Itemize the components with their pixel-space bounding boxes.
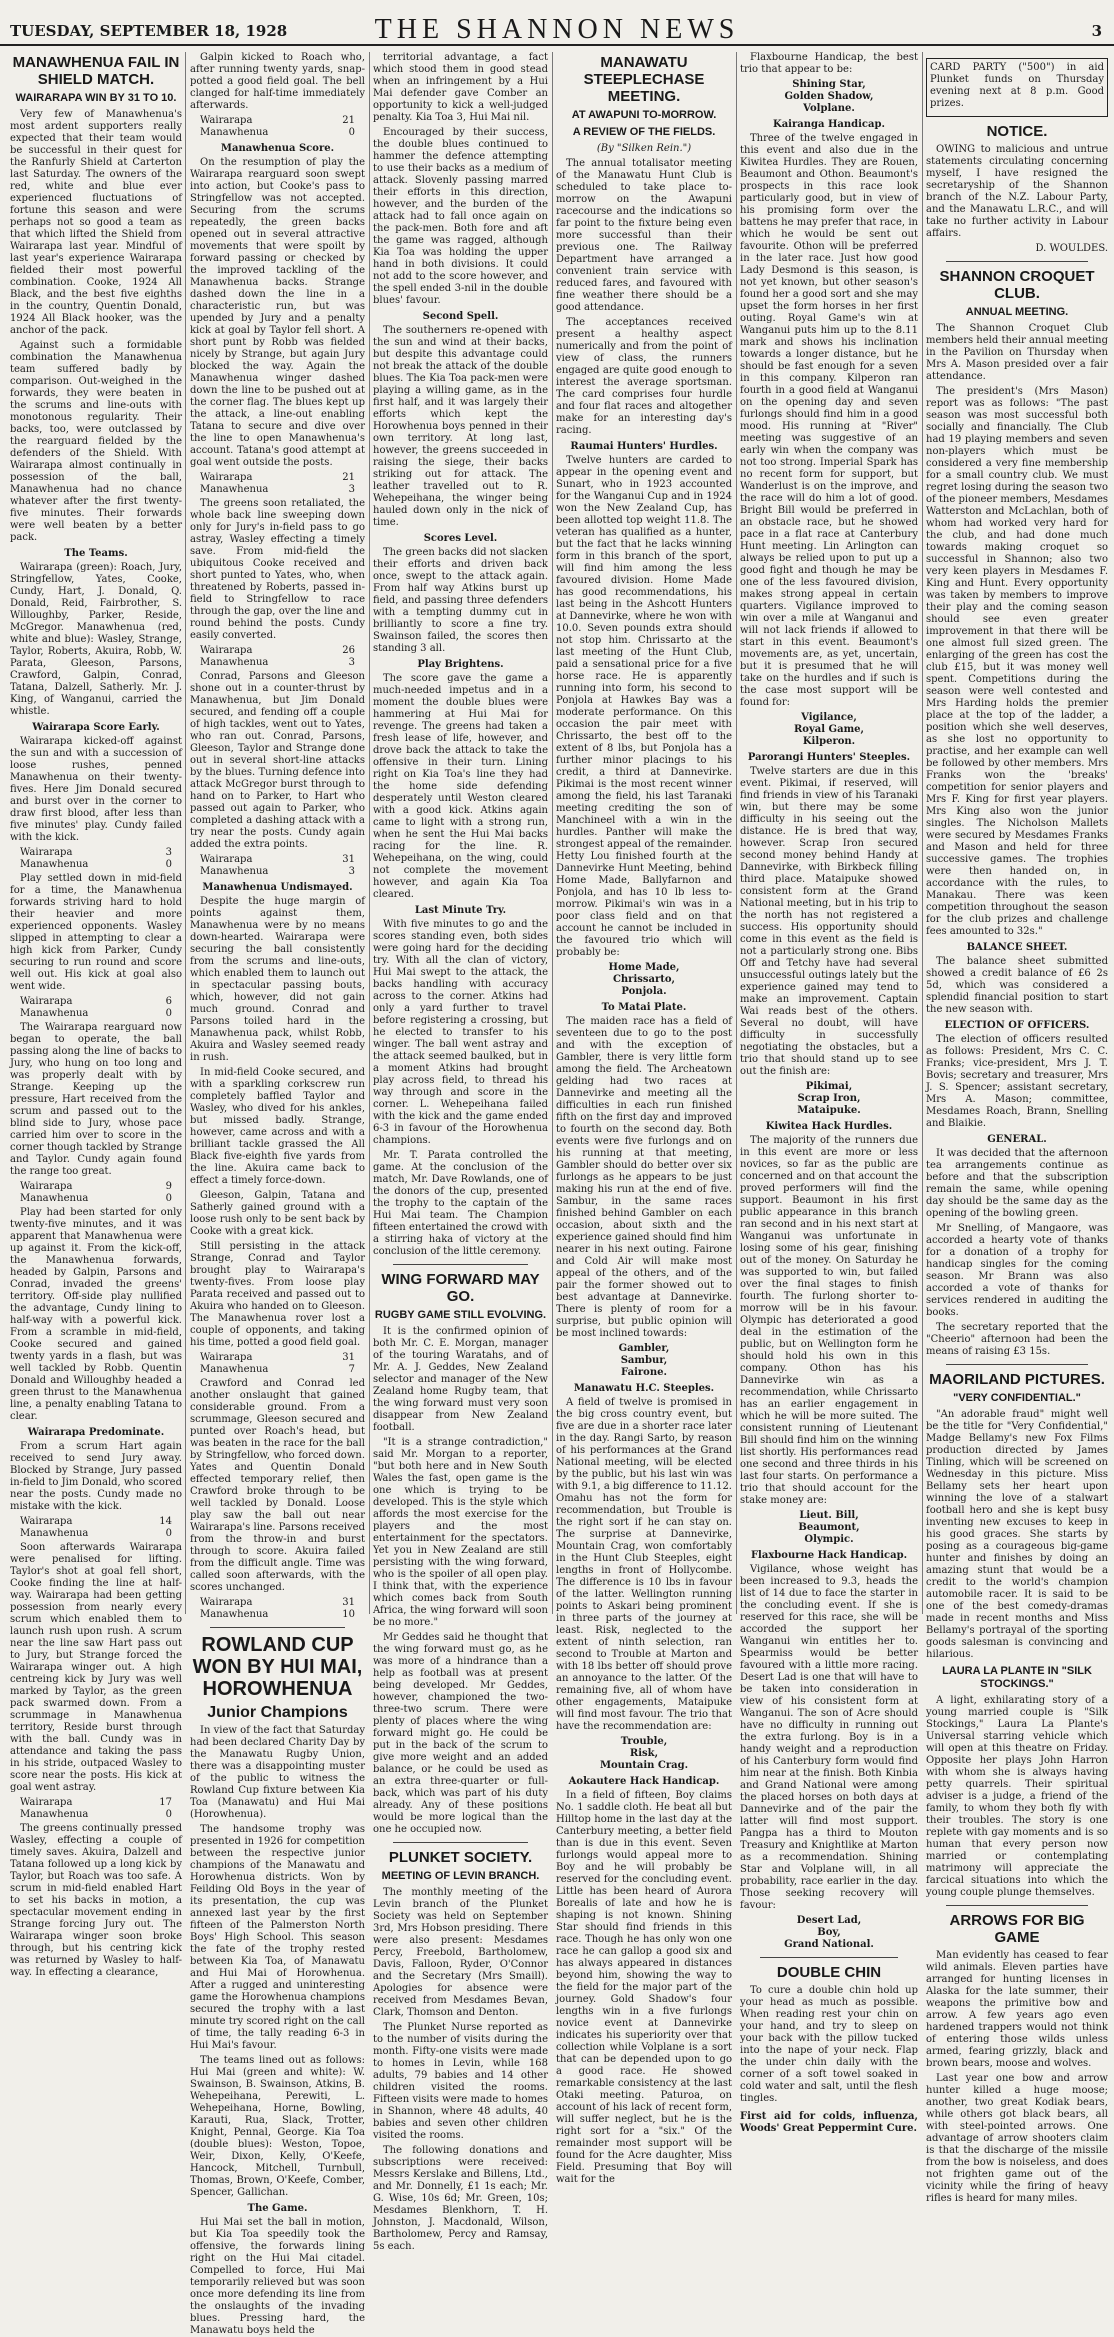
divider <box>760 1957 898 1958</box>
paragraph: territorial advantage, a fact which stood them in good stead when an infringement by a Hui Mai defender gave Comber an opportunity to kick a well-judged penalty. Kia Toa 3, Hui Mai nil. <box>373 52 548 123</box>
notice-heading: NOTICE. <box>986 123 1048 140</box>
score-line: Wairarapa 31 Manawhenua 10 <box>200 1597 355 1620</box>
article-subhead: LAURA LA PLANTE IN "SILK STOCKINGS." <box>942 1665 1092 1690</box>
paragraph: OWING to malicious and untrue statements circulating concerning myself, I have resigned the secretaryship of the Shannon branch of the N.Z. Labour Party, and the Manawatu L.R.C., and will take no further activity in Labour affairs. <box>926 144 1108 239</box>
paragraph: A light, exhilarating story of a young married couple is "Silk Stockings," Laura La Plante's Universal starring vehicle which will open at this theatre on Friday. Opposite her plays John Harron with whom she is always having petty quarrels. Their spiritual adviser is a judge, a friend of the family, to whom they both fly with their troubles. The story is one replete with gay moments and is so human that every person now married or contemplating matrimony will appreciate the farcical situations into which the young couple plunge themselves. <box>926 1695 1108 1898</box>
selections: Trouble, Risk, Mountain Crag. <box>599 1736 689 1771</box>
paragraph: The southerners re-opened with the sun and wind at their backs, but despite this advantage could not break the attack of the double blues. The Kia Toa pack-men were playing a willing game, as in the first half, and it was largely their efforts which kept the Horowhenua boys penned in their own territory. At long last, however, the greens succeeded in raising the siege, their backs striking out for attack. The leather travelled out to R. Wehepeihana, the winger being hauled down only in the nick of time. <box>373 325 548 528</box>
section-heading: Wairarapa Score Early. <box>32 722 160 733</box>
paragraph: Mr Geddes said he thought that the wing forward must go, as he was more of a hindrance than a help as football was at present being developed. Mr Geddes, however, championed the two-three-two scrum. There were plenty of places where the wing forward might go. He could be put in the back of the scrum to give more weight and an added balance, or he could be used as an extra three-quarter or full-back, which was part of his duty already. Any of these positions would be more logical than the one he occupied now. <box>373 1632 548 1835</box>
column-1 <box>10 52 182 1978</box>
selections: Home Made, Chrissarto, Ponjola. <box>608 962 680 997</box>
article-headline: ARROWS FOR BIG GAME <box>949 1912 1085 1946</box>
section-heading: Manawhenua Score. <box>220 143 335 154</box>
divider <box>393 1264 528 1265</box>
section-heading: Manawatu H.C. Steeples. <box>573 1383 715 1394</box>
divider <box>210 1627 345 1628</box>
score-line: Wairarapa 21 Manawhenua 3 <box>200 472 355 495</box>
paragraph: The balance sheet submitted showed a credit balance of £6 2s 5d, which was considered a splendid financial position to start the new season with. <box>926 956 1108 1015</box>
column-rule <box>185 52 186 1614</box>
paragraph: With five minutes to go and the scores standing even, both sides were going hard for the deciding try. With all the clan of victory, Hui Mai swept to the attack, the backs handling with accuracy across to the corner. Atkins had only a yard further to travel before registering a crossing, but he elected to transfer to his winger. The ball went astray and the attack seemed baulked, but in a moment Atkins had brought play across field, to thread his way through and score in the corner. L. Wehepeihana failed with the kick and the game ended 6-3 in favour of the Horowhenua champions. <box>373 919 548 1146</box>
paragraph: The election of officers resulted as follows: President, Mrs C. C. Franks; vice-president, Mrs J. T. Bovis; secretary and treasurer, Mrs J. S. Spencer; assistant secretary, Mrs A. Mason; committee, Mesdames Roach, Brann, Snelling and Blaikie. <box>926 1034 1108 1129</box>
paragraph: The acceptances received present a healthy aspect numerically and from the point of view of class, the runners engaged are quite good enough to interest the average sportsman. The card comprises four hurdle and four flat races and altogether make for an interesting day's racing. <box>556 317 732 436</box>
section-heading: The Game. <box>247 2203 308 2214</box>
paragraph: Wairarapa (green): Roach, Jury, Stringfellow, Yates, Cooke, Cundy, Hart, J. Donald, Q. Donald, Reid, Fairbrother, S. Willoughby, Parker, Reside, McGregor. Manawhenua (red, white and blue): Wasley, Strange, Taylor, Roberts, Akuira, Robb, W. Parata, Gleeson, Parsons, Crawford, Galpin, Conrad, Tatana, Dalzell, Satherly. Mr. J. King, of Wanganui, carried the whistle. <box>10 562 182 717</box>
paragraph: The secretary reported that the "Cheerio" afternoon had been the means of raising £3 15s. <box>926 1322 1108 1357</box>
paragraph: On the resumption of play the Wairarapa rearguard soon swept into action, but Cooke's pass to Stringfellow was not accepted. Securing from the scrums repeatedly, the green backs opened out in several attractive movements that were spoilt by forward passing or checked by the improved tackling of the Manawhenua backs. Strange dashed down the line in a characteristic run, but was upended by Jury and a penalty kick at goal by Taylor fell short. A short punt by Robb was fielded nicely by Strange, but again Jury blocked the way. Again the Manawhenua winger dashed down the line to be pushed out at the corner flag. The blues kept up the attack, a line-out enabling Tatana to secure and dive over the line to open Manawhenua's account. Tatana's good attempt at goal went outside the posts. <box>190 157 365 468</box>
section-heading: Flaxbourne Hack Handicap. <box>750 1550 908 1561</box>
selections: Lieut. Bill, Beaumont, Olympic. <box>798 1510 860 1545</box>
column-rule <box>552 52 553 1614</box>
section-heading: Aokautere Hack Handicap. <box>568 1776 720 1787</box>
section-heading: Wairarapa Predominate. <box>27 1427 165 1438</box>
paragraph: "An adorable fraud" might well be the title for "Very Confidential," Madge Bellamy's new Fox Films production directed by James Tinling, which will be screened on Wednesday in this picture. Miss Bellamy sets her heart upon winning the love of a stalwart football hero and she is kept busy inventing new excuses to keep in his good graces. She starts by posing as a courageous big-game hunter and finishes by doing an amazing stunt that would be a credit to the world's champion automobile racer. It is said to be one of the best comedy-dramas made in recent months and Miss Bellamy's portrayal of the sporting goods salesman is convincing and hilarious. <box>926 1409 1108 1660</box>
article-subhead: AT AWAPUNI TO-MORROW. <box>571 109 717 121</box>
section-heading: GENERAL. <box>987 1134 1047 1145</box>
paragraph: Against such a formidable combination the Manawhenua team suffered badly by comparison. Out-weighed in the forwards, they were beaten in the scrums and line-outs with monotonous regularity. Their backs, too, were outclassed by the rearguard fielded by the defenders of the Shield. With Wairarapa almost continually in possession of the ball, Manawhenua had no chance whatever after the first twenty-five minutes. Their forwards were well beaten by a better pack. <box>10 340 182 543</box>
selections: Gambler, Sambur, Fairone. <box>618 1343 670 1378</box>
selections: Shining Star, Golden Shadow, Volplane. <box>784 79 874 114</box>
paragraph: Hui Mai set the ball in motion, but Kia Toa speedily took the offensive, the forwards lining right on the Hui Mai citadel. Compelled to force, Hui Mai temporarily relieved but was soon once more defending its line from the onslaughts of the invading blues. Pressing hard, the Manawatu boys held the <box>190 2217 365 2336</box>
paragraph: Soon afterwards Wairarapa were penalised for lifting. Taylor's shot at goal fell short, Cooke finding the line at half-way. Wairarapa had been getting possession from nearly every scrum which enabled them to launch rush upon rush. A scrum near the line saw Hart pass out to Jury, but Strange forced the Wairarapa winger out. A high centreing kick by Jury was well marked by Taylor, as the green pack swarmed down. From a scrummage in Manawhenua territory, Reside burst through with the ball. Cundy was in attendance and taking the pass in his stride, outpaced Wasley to score near the posts. His kick at goal went astray. <box>10 1542 182 1793</box>
article-subhead: A REVIEW OF THE FIELDS. <box>572 126 716 138</box>
newspaper-title: THE SHANNON NEWS <box>374 14 740 45</box>
column-3 <box>373 52 548 2252</box>
paragraph: In view of the fact that Saturday had been declared Charity Day by the Manawatu Rugby Union, there was a disappointing muster of the public to witness the Rowland Cup fixture between Kia Toa (Manawatu) and Hui Mai (Horowhenua). <box>190 1725 365 1820</box>
paragraph: In mid-field Cooke secured, and with a sparkling corkscrew run completely baffled Taylor and Wasley, who dived for his ankles, but missed badly. Strange, however, came across and with a brilliant tackle grassed the All Black five-eighth five yards from the line. Akuira came back to effect a timely force-down. <box>190 1067 365 1186</box>
signature: D. WOULDES. <box>1035 243 1108 254</box>
paragraph: Play settled down in mid-field for a time, the Manawhenua forwards striving hard to hold their heavier and more experienced opponents. Wasley slipped in attempting to clear a high kick from Parker, Cundy securing to run round and score well out. His kick at goal also went wide. <box>10 873 182 992</box>
article-subhead: WAIRARAPA WIN BY 31 TO 10. <box>15 92 177 104</box>
article-subhead: Junior Champions <box>207 1704 348 1721</box>
paragraph: From a scrum Hart again received to send Jury away. Blocked by Strange, Jury passed in-field to Jim Donald, who scored near the posts. Cundy made no mistake with the kick. <box>10 1441 182 1512</box>
paragraph: Mr. T. Parata controlled the game. At the conclusion of the match, Mr. Dave Rowlands, one of the donors of the cup, presented the trophy to the captain of the Hui Mai team. The Champion fifteen entertained the crowd with a stirring haka of victory at the conclusion of the little ceremony. <box>373 1150 548 1257</box>
paragraph: Last year one bow and arrow hunter killed a huge moose; another, two great Kodiak bears, while others got black bears, all with steel-pointed arrows. One advantage of arrow shooters claim is that the discharge of the missile from the bow is noiseless, and does not frighten game out of the vicinity while the firing of heavy rifles is heard for many miles. <box>926 2073 1108 2204</box>
paragraph: Very few of Manawhenua's most ardent supporters really expected that their team would be successful in their quest for the Ranfurly Shield at Carterton last Saturday. The owners of the red, white and blue ever experienced fluctuations of fortune this season and were perhaps not so good a team as that which lifted the Shield from Wairarapa last year. Mindful of last year's experience Wairarapa fielded their most powerful combination. Cooke, 1924 All Black, and the best five eighths in the country, Quentin Donald, 1924 All Black hooker, was the anchor of the pack. <box>10 109 182 336</box>
paragraph: Despite the huge margin of points against them, Manawhenua were by no means down-hearted. Wairarapa were securing the ball consistently from the scrums and line-outs, which enabled them to launch out in spectacular passing bouts, which, however, did not gain much ground. Conrad and Parsons toiled hard in the Manawhenua pack, whilst Robb, Akuira and Wasley seemed ready in rush. <box>190 896 365 1063</box>
column-rule <box>922 52 923 1614</box>
paragraph: Still persisting in the attack Strange, Conrad and Taylor brought play to Wairarapa's twenty-fives. From loose play Parata received and passed out to Akuira who handed on to Gleeson. The Manawhenua rover lost a couple of opponents, and taking his time, potted a good field goal. <box>190 1241 365 1348</box>
column-5 <box>740 52 918 2134</box>
section-heading: Raumai Hunters' Hurdles. <box>570 441 718 452</box>
article-headline: PLUNKET SOCIETY. <box>388 1849 533 1866</box>
score-line: Wairarapa 26 Manawhenua 3 <box>200 645 355 668</box>
column-6 <box>926 52 1108 2204</box>
ad-text: CARD PARTY ("500") in aid Plunket funds on Thursday evening next at 8 p.m. Good prizes. <box>930 62 1104 109</box>
section-heading: Last Minute Try. <box>414 905 507 916</box>
article-subhead: MEETING OF LEVIN BRANCH. <box>381 1870 540 1882</box>
selections: Vigilance, Royal Game, Kilperon. <box>794 712 864 747</box>
score-line: Wairarapa 3 Manawhenua 0 <box>20 847 172 870</box>
article-headline: MANAWATU STEEPLECHASE MEETING. <box>583 54 705 105</box>
byline: (By "Silken Rein.") <box>596 143 692 154</box>
article-subhead: RUGBY GAME STILL EVOLVING. <box>374 1309 547 1321</box>
paragraph: The green backs did not slacken their efforts and driven back once, swept to the attack again. From half way Atkins burst up field, and passing three defenders with a tempting dummy cut in brilliantly to score a fine try. Swainson failed, the scores then standing 3 all. <box>373 547 548 654</box>
section-heading: BALANCE SHEET. <box>966 942 1068 953</box>
article-headline: ROWLAND CUP WON BY HUI MAI, HOROWHENUA <box>192 1634 363 1700</box>
paragraph: To cure a double chin hold up your head as much as possible. When reading rest your chin on your hand, and try to sleep on your back with the pillow tucked into the nape of your neck. Flap the under chin daily with the corner of a soft towel soaked in cold water and salt, until the flesh tingles. <box>740 1985 918 2104</box>
paragraph: Three of the twelve engaged in this event and also due in the Kiwitea Hurdles. They are Rouen, Beaumont and Othon. Beaumont's prospects in this race look particularly good, but in view of his promising form over the battens he may prefer that race, in which he would be sent out favourite. Othon will be preferred in the later race. Just how good Lady Desmond is this season, is not yet known, but other season's found her a good sort and she may upset the form horses in her first outing. Royal Game's win at Wanganui puts him up to the 8.11 mark and shows his inclination towards a longer distance, but he should be fast enough for a seven in this company. Kilperon ran fourth in a good field at Wanganui on the opening day and seven furlongs should find him in a good mood. His running at "River" meeting was suggestive of an early win when the company was not too strong. Imperial Spark has no recent form for support, but Wanderlust is on the improve, and the race will do him a lot of good. Bright Bill would be preferred in an obstacle race, but he showed pace in a flat race at Canterbury Hunt meeting. Lin Arlington can always be relied upon to put up a good fight and though he may be one of the less favoured division, makes strong appeal in certain quarters. Vigilance improved to win over a mile at Wanganui and will not lack friends if allowed to start in this event. Beaumont's movements are, as yet, uncertain, but it is presumed that he will take on the hurdles and if such is the case most support will be found for: <box>740 133 918 708</box>
paragraph: Conrad, Parsons and Gleeson shone out in a counter-thrust by Manawhenua, but Jim Donald secured, and fending off a couple of high tackles, went out to Yates, who ran out. Conrad, Parsons, Gleeson, Taylor and Strange done out in several short-line attacks by the blues. Turning defence into attack McGregor burst through to hand on to Parker, to Hart who passed out again to Parker, who completed a dashing attack with a try near the posts. Cundy again added the extra points. <box>190 671 365 850</box>
score-line: Wairarapa 21 Manawhenua 0 <box>200 115 355 138</box>
column-4 <box>556 52 732 2185</box>
paragraph: The teams lined out as follows: Hui Mai (green and white): W. Swainson, B. Swainson, Atkins, B. Wehepeihana, Perewiti, L. Wehepeihana, Horne, Bowling, Karauti, Rua, Slack, Trotter, Knight, Pennal, George. Kia Toa (double blues): Weston, Topoe, Weir, Dixon, Kelly, O'Keefe, Hancock, Mitchell, Turnbull, Thomas, Brown, O'Keefe, Comber, Spencer, Gallichan. <box>190 2055 365 2198</box>
article-subhead: "VERY CONFIDENTIAL." <box>953 1392 1081 1404</box>
paragraph: Play had been started for only twenty-five minutes, and it was apparent that Manawhenua were up against it. From the kick-off, the Manawhenua forwards, headed by Galpin, Parsons and Conrad, invaded the greens' territory. Off-side play nullified the advantage, Cundy lining to half-way with a powerful kick. From a scramble in mid-field, Cooke secured and gained twenty yards in a flash, but was well tackled by Robb. Quentin Donald and Willoughby headed a green thrust to the Manawhenua line, a penalty enabling Tatana to clear. <box>10 1207 182 1422</box>
paragraph: The score gave the game a much-needed impetus and in a moment the double blues were hammering at Hui Mai for revenge. The greens had taken a fresh lease of life, however, and drove back the attack to take the offensive in their turn. Lining right on Kia Toa's line they had the home side defending desperately until Weston cleared with a good kick. Atkins again came to light with a strong run, when he sent the Hui Mai backs racing for the line. R. Wehepeihana, on the wing, could not complete the movement however, and again Kia Toa cleared. <box>373 673 548 900</box>
article-headline: MAORILAND PICTURES. <box>929 1371 1105 1388</box>
score-line: Wairarapa 31 Manawhenua 7 <box>200 1352 355 1375</box>
column-rule <box>736 52 737 1614</box>
column-2 <box>190 52 365 2336</box>
selections: Desert Lad, Boy, Grand National. <box>784 1915 874 1950</box>
article-headline: MANAWHENUA FAIL IN SHIELD MATCH. <box>12 54 180 88</box>
paragraph: It was decided that the afternoon tea arrangements continue as before and that the subscription remain the same, while opening day should be the same day as the opening of the bowling green. <box>926 1148 1108 1219</box>
article-headline: WING FORWARD MAY GO. <box>381 1271 540 1305</box>
score-line: Wairarapa 6 Manawhenua 0 <box>20 996 172 1019</box>
column-rule <box>369 52 370 1614</box>
article-headline: SHANNON CROQUET CLUB. <box>939 268 1095 302</box>
advertisement: First aid for colds, influenza, Woods' Great Peppermint Cure. <box>740 2111 918 2134</box>
section-heading: The Teams. <box>64 548 128 559</box>
paragraph: It is the confirmed opinion of both Mr. C. E. Morgan, manager of the touring Waratahs, and of Mr. A. J. Geddes, New Zealand selector and manager of the New Zealand home Rugby team, that the wing forward must very soon disappear from New Zealand football. <box>373 1326 548 1433</box>
section-heading: Manawhenua Undismayed. <box>202 882 353 893</box>
article-subhead: ANNUAL MEETING. <box>965 306 1069 318</box>
paragraph: The maiden race has a field of seventeen due to go to the post and with the exception of Gambler, there is very little form among the field. The Archeatown gelding had two races at Dannevirke and meeting all the difficulties in each run finished fifth on the first day and improved to fourth on the second day. Both events were five furlongs and on his running at that meeting, Gambler should do better over six furlongs as he appears to be just making his run at the end of five. Sambur, in the same races finished behind Gambler on each occasion, about sixth and the experience gained should find him nearer in his next outing. Fairone and Cold Air will make most appeal of the others, and of the pair the former showed out to best advantage at Dannevirke. There is plenty of room for a surprise, but public opinion will be most inclined towards: <box>556 1016 732 1339</box>
divider <box>946 1905 1088 1906</box>
article-headline: DOUBLE CHIN <box>776 1964 882 1981</box>
paragraph: In a field of fifteen, Boy claims No. 1 saddle cloth. He beat all but Hilltop home in the last day at the Canterbury meeting, a better field than is due in this event. Seven furlongs would appeal more to Boy and he will probably be reserved for the concluding event. Little has been heard of Aurora Borealis of late and how he is shaping is not known. Shining Star should find friends in this race. Though he has only won one race he can gallop a good six and has always appeared in distances beyond him, showing the way to the field for the major part of the journey. Gold Shadow's four lengths win in a five furlongs novice event at Dannevirke indicates his superiority over that collection while Volplane is a sort that can be depended upon to go a good race. He showed remarkable consistency at the last Otaki meeting. Paturoa, on account of his lack of recent form, will suffer neglect, but he is the right sort for a "six." Of the remainder most support will be found for the Acre daughter, Miss Field. Presuming that Boy will wait for the <box>556 1790 732 2185</box>
score-line: Wairarapa 14 Manawhenua 0 <box>20 1516 172 1539</box>
paragraph: The Plunket Nurse reported as to the number of visits during the month. Fifty-one visits were made to homes in Levin, while 168 adults, 79 babies and 14 other children visited the rooms. Fifteen visits were made to homes in Shannon, where 48 adults, 40 babies and seven other children visited the rooms. <box>373 2022 548 2141</box>
paragraph: The greens soon retaliated, the whole back line sweeping down only for Jury's in-field pass to go astray, Wasley effecting a timely save. From mid-field the ubiquitous Cooke received and short punted to Yates, who, when threatened by Roberts, passed in-field to Stringfellow to race through the gap, over the line and round behind the posts. Cundy easily converted. <box>190 498 365 641</box>
paragraph: Wairarapa kicked-off against the sun and with a succession of loose rushes, penned Manawhenua on their twenty-fives. Here Jim Donald secured and burst over in the corner to draw first blood, after less than five minutes' play. Cundy failed with the kick. <box>10 736 182 843</box>
section-heading: Second Spell. <box>422 311 499 322</box>
selections: Pikimai, Scrap Iron, Mataipuke. <box>797 1081 861 1116</box>
section-heading: Parorangi Hunters' Steeples. <box>747 752 911 763</box>
paragraph: The handsome trophy was presented in 1926 for competition between the respective junior champions of the Manawatu and Horowhenua districts. Won by Feilding Old Boys in the year of its presentation, the cup was annexed last year by the first fifteen of the Palmerston North Boys' High School. This season the fate of the trophy rested between Kia Toa, of Manawatu and Hui Mai of Horowhenua. After a rugged and uninteresting game the Horowhenua champions secured the trophy with a last minute try scored right on the call of time, the tally reading 6-3 in Hui Mai's favour. <box>190 1824 365 2051</box>
section-heading: ELECTION OF OFFICERS. <box>944 1020 1090 1031</box>
paragraph: The following donations and subscriptions were received: Messrs Kerslake and Billens, Ltd., and Mr. Donnelly, £1 1s each; Mr. G. Wise, 10s 6d; Mr. Green, 10s; Mesdames Blenkhorn, T. H. Johnston, J. Macdonald, Wilson, Bartholomew, Percy and Ramsay, 5s each. <box>373 2145 548 2252</box>
paragraph: Flaxbourne Handicap, the best trio that appear to be: <box>740 52 918 75</box>
paragraph: The annual totalisator meeting of the Manawatu Hunt Club is scheduled to take place to-morrow on the Awapuni racecourse and the indications so far point to the fixture being even more successful than their previous one. The Railway Department have arranged a convenient train service with reduced fares, and favoured with fine weather there should be a good attendance. <box>556 158 732 313</box>
paragraph: A field of twelve is promised in the big cross country event, but five are due in a shorter race later in the day. Rangi Sarto, by reason of his performances at the Grand National meeting, will be elected by the public, but his last win was with 9.1, a big difference to 11.12. Omahu has not the form for recommendation, but Trouble is the right sort if he can stay on. The surprise at Dannevirke, Mountain Crag, won comfortably in the Hunt Club Steeples, eight lengths in front of Hollycombe. The difference is 10 lbs in favour of the latter. Wellington running points to Askari being prominent in three parts of the journey at least. Risk, neglected to the extent of ninth selection, ran second to Trouble at Marton and with 18 lbs better off should prove an annoyance to the latter. Of the remaining five, all of whom have other engagements, Mataipuke will find most favour. The trio that have the recommendation are: <box>556 1397 732 1732</box>
advertisement <box>926 58 1108 117</box>
page-number: 3 <box>1091 22 1102 40</box>
divider <box>946 1364 1088 1365</box>
paragraph: "It is a strange contradiction," said Mr. Morgan to a reporter, "but both here and in New South Wales the fast, open game is the one which is trying to be developed. This is the style which affords the most exercise for the players and the most entertainment for the spectators. Yet you in New Zealand are still persisting with the wing forward, who is the spoiler of all open play. I think that, with the experience which comes back from South Africa, the wing forward will soon be no more." <box>373 1437 548 1628</box>
paragraph: Twelve starters are due in this event. Pikimai, if reserved, will find friends in view of his Taranaki win, but there may be some difficulty in his seeing out the distance. He is bred that way, however. Scrap Iron secured second money behind Handy at Dannevirke, with Birkbeck filling third place. Mataipuke showed consistent form at the Grand National meeting, but in his trip to the north has not registered a success. His opportunity should come in this event as the field is not a particularly strong one. Bibs Off and Tetchy have had several unsuccessful outings lately but the experience gained may tend to make an improvement. Captain Wai reads best of the others. Several no doubt, will have difficulty in successfully negotiating the obstacles, but a trio that should stand up to see out the finish are: <box>740 766 918 1077</box>
section-heading: Kairanga Handicap. <box>773 119 885 130</box>
section-heading: Kiwitea Hack Hurdles. <box>765 1121 893 1132</box>
section-heading: Scores Level. <box>423 533 498 544</box>
divider <box>393 1842 528 1843</box>
divider <box>946 261 1088 262</box>
section-heading: Play Brightens. <box>417 659 504 670</box>
issue-date: TUESDAY, SEPTEMBER 18, 1928 <box>10 22 288 40</box>
masthead <box>0 0 1114 46</box>
score-line: Wairarapa 9 Manawhenua 0 <box>20 1181 172 1204</box>
paragraph: The Shannon Croquet Club members held their annual meeting in the Pavilion on Thursday when Mrs A. Mason presided over a fair attendance. <box>926 323 1108 382</box>
paragraph: Gleeson, Galpin, Tatana and Satherly gained ground with a loose rush only to be sent back by Cooke with a great kick. <box>190 1190 365 1237</box>
paragraph: Vigilance, whose weight has been increased to 9.3, heads the list of 14 due to face the starter in the concluding event. If she is reserved for this race, she will be accorded the support her Wanganui win entitles her to. Spearmiss would be better favoured with a little more racing. Desert Lad is one that will have to be taken into consideration in view of his consistent form at Wanganui. The son of Acre should have no difficulty in running out the extra furlong. Boy is in a handy weight and a reproduction of his Canterbury form would find him near at the finish. Both Kinbia and Grand National were among the placed horses on both days at Dannevirke and of the pair the latter will find most support. Pangpa has a third to Mouton Treasury and Knightlike at Marton as a recommendation. Shining Star and Volplane will, in all probability, race earlier in the day. Those seeking recovery will favour: <box>740 1564 918 1911</box>
paragraph: Mr Snelling, of Mangaore, was accorded a hearty vote of thanks for a donation of a trophy for handicap singles for the coming season. Mr Brann was also accorded a vote of thanks for services rendered in auditing the books. <box>926 1223 1108 1318</box>
paragraph: Encouraged by their success, the double blues continued to hammer the defence attempting to use their backs as a medium of attack. Slovenly passing marred their efforts in this direction, however, and the burden of the attack had to fall once again on the pack-men. Both fore and aft the game was ragged, although Kia Toa was holding the upper hand in both divisions. It could not add to the score however, and the spell ended 3-nil in the double blues' favour. <box>373 127 548 306</box>
score-line: Wairarapa 17 Manawhenua 0 <box>20 1797 172 1820</box>
paragraph: Man evidently has ceased to fear wild animals. Eleven parties have arranged for hunting licenses in Alaska for the late summer, their weapons the primitive bow and arrow. A few years ago even hardened trappers would not think of entering those wilds unless armed, fearing grizzly, black and brown bears, moose and wolves. <box>926 1950 1108 2069</box>
paragraph: The greens continually pressed Wasley, effecting a couple of timely saves. Akuira, Dalzell and Tatana followed up a long kick by Taylor, but Roach was too safe. A scrum in mid-field enabled Hart to set his backs in motion, a spectacular movement ending in Strange forcing Jury out. The Wairarapa winger soon broke through, but his centring kick was returned by Wasley to half-way. In effecting a clearance, <box>10 1823 182 1978</box>
paragraph: Twelve hunters are carded to appear in the opening event and Sunart, who in 1923 accounted for the Wanganui Cup and in 1924 won the New Zealand Cup, has been allotted top weight 11.8. The veteran has qualified as a hunter, but the fact that he lacks winning form in this branch of the sport, will find him among the less favoured division. Home Made has good recommendations, his last being in the Ashcott Hunters at Dannevirke, where he won with 10.0. Seven pounds extra should not stop him. Chrissarto at the last meeting of the Hunt Club, paid a sensational price for a five horse race. He is apparently running into form, his second to Ponjola at Hawkes Bay was a moderate performance. On this occasion the pair meet with Chrissarto, the best off to the extent of 8 lbs, but Ponjola has a further minor placings to his credit, a third at Dannevirke. Pikimai is the most recent winner among the field, his last Taranaki meeting crediting the son of Manchineel with a win in the hurdles. Panther will make the strongest appeal of the remainder. Hetty Lou finished fourth at the Dannevirke Hunt Meeting, behind Home Made, Ballyfarnon and Ponjola, and has 10 lb less to-morrow. Pikimai's win was in a poor class field and on that account he cannot be included in the favoured trio which will probably be: <box>556 455 732 958</box>
paragraph: The majority of the runners due in this event are more or less novices, so far as the public are concerned and on that account the proved performers will find the support. Beaumont in his first public appearance in this branch ran second and in his next start at Wanganui was unfortunate in losing some of his gear, finishing out of the money. On Saturday he was supported to win, but failed over the final stages to finish fourth. The furlong shorter to-morrow will be in his favour. Olympic has deteriorated a good deal in the estimation of the public, but on Wellington form he should hold his own in this company. Othon has his Dannevirke win as a recommendation, while Chrissarto has an earlier engagement in which he will be more suited. The consistent running of Lieutenant Bill should find him on the winning list shortly. His performances read one second and three thirds in his last four starts. On performance a trio that should account for the stake money are: <box>740 1135 918 1506</box>
paragraph: The president's (Mrs Mason) report was as follows: "The past season was most successful both socially and financially. The Club had 19 playing members and seven non-players which must be considered a very fine membership for a small country club. We must regret losing during the season two of the pioneer members, Mesdames Watterston and McLachlan, both of whom had worked very hard for the club, and had done much towards making croquet so successful in Shannon; also two very keen players in Mesdames F. King and Hunt. Every opportunity was taken by members to improve their play and the coming season should see even greater improvement in that there will be one almost full sized green. The enlarging of the green has cost the club £15, but it was money well spent. Competitions during the season were well contested and Mrs Harding holds the premier place at the top of the ladder, a position which she well deserves, as she lost no opportunity to practise, and her example can well be followed by other members. Mrs Franks won the 'breaks' competition for senior players and Mrs F. King for first year players. Mrs King also won the junior singles. The Nicholson Mallets were secured by Mesdames Franks and Mason and held for three successive games. The trophies were then handed on, in accordance with the rules, to Manakau. There was keen competition throughout the season for the club prizes and challenge fees amounted to 32s." <box>926 386 1108 937</box>
score-line: Wairarapa 31 Manawhenua 3 <box>200 854 355 877</box>
paragraph: The Wairarapa rearguard now began to operate, the ball passing along the line of backs to Jury, who hung on too long and was properly dealt with by Strange. Keeping up the pressure, Hart received from the scrum and passed out to the blind side to Jury, whose pace carried him over to score in the corner though tackled by Strange and Taylor. Cundy again found the range too great. <box>10 1022 182 1177</box>
paragraph: Crawford and Conrad led another onslaught that gained considerable ground. From a scrummage, Gleeson secured and punted over Roach's head, but was beaten in the race for the ball by Stringfellow, who forced down. Yates and Quentin Donald effected temporary relief, then Crawford broke through to be well tackled by Donald. Loose play saw the ball out near Wairarapa's line. Parsons received from the throw-in and burst through to score. Akuira failed from the difficult angle. Time was called soon afterwards, with the scores unchanged. <box>190 1378 365 1593</box>
paragraph: Galpin kicked to Roach who, after running twenty yards, snap-potted a good field goal. The bell clanged for half-time immediately afterwards. <box>190 52 365 111</box>
section-heading: To Matai Plate. <box>601 1002 687 1013</box>
paragraph: The monthly meeting of the Levin branch of the Plunket Society was held on September 3rd, Mrs Hobson presiding. There were also present: Mesdames Percy, Freebold, Bartholomew, Davis, Falloon, Ryder, O'Connor and the Secretary (Mrs Smaill). Apologies for absence were received from Mesdames Bevan, Clark, Thomson and Denton. <box>373 1887 548 2018</box>
